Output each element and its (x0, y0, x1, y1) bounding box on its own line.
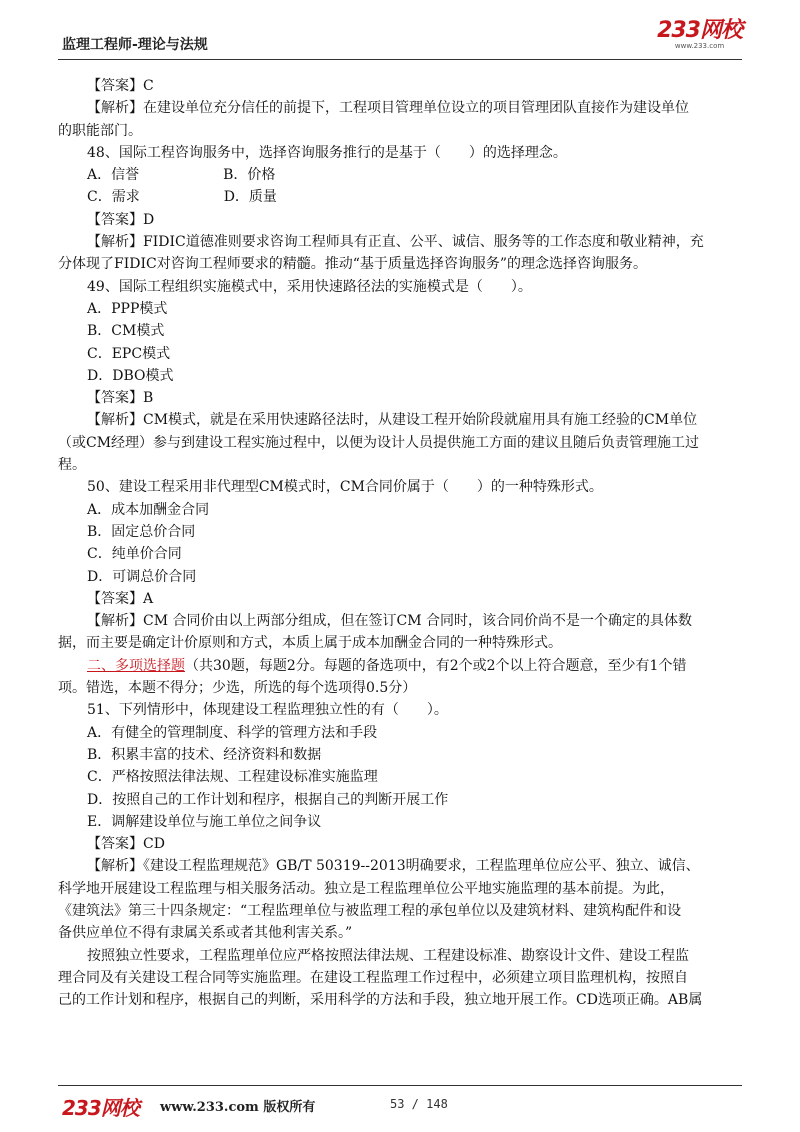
text-line: D．可调总价合同 (87, 568, 197, 585)
text-line: A．信誉 B．价格 (87, 167, 276, 184)
section-description: （共30题，每题2分。每题的备选项中，有2个或2个以上符合题意，至少有1个错 (185, 657, 687, 674)
text-line: C．需求 D．质量 (87, 189, 277, 206)
text-line: 【答案】CD (87, 836, 165, 853)
footer-copyright: www.233.com 版权所有 (160, 1100, 316, 1115)
brand-logo (657, 20, 742, 51)
text-line: 51、下列情形中，体现建设工程监理独立性的有（ ）。 (87, 702, 448, 719)
text-line: C．纯单价合同 (87, 546, 182, 563)
question-block-1 (58, 75, 744, 655)
text-line: 【答案】B (87, 390, 154, 407)
header-divider (58, 59, 742, 60)
text-line: 分体现了FIDIC对咨询工程师要求的精髓。推动“基于质量选择咨询服务”的理念选择咨询服务。 (58, 256, 648, 273)
text-line: 的职能部门。 (58, 122, 142, 139)
footer-logo: 233网校 (62, 1096, 139, 1120)
text-line: 【解析】CM模式，就是在采用快速路径法时，从建设工程开始阶段就雇用具有施工经验的CM单位 (87, 412, 698, 429)
text-line: 理合同及有关建设工程合同等实施监理。在建设工程监理工作过程中，必须建立项目监理机构，按照自 (58, 969, 688, 986)
text-line: A．有健全的管理制度、科学的管理方法和手段 (87, 724, 378, 741)
page-header (58, 16, 742, 60)
text-line: 《建筑法》第三十四条规定：“工程监理单位与被监理工程的承包单位以及建筑材料、建筑构配件和设 (58, 902, 682, 919)
page-footer (58, 1092, 742, 1118)
text-line: A．PPP模式 (87, 300, 168, 317)
page-body (58, 75, 744, 1011)
text-line: 备供应单位不得有隶属关系或者其他利害关系。” (58, 925, 353, 942)
text-line: 【解析】FIDIC道德准则要求咨询工程师具有正直、公平、诚信、服务等的工作态度和敬业精神，充 (87, 234, 704, 251)
text-line: B．CM模式 (87, 323, 165, 340)
text-line: 程。 (58, 457, 86, 474)
brand-logo-text: 233网校 (657, 18, 742, 43)
text-line: 按照独立性要求，工程监理单位应严格按照法律法规、工程建设标准、勘察设计文件、建设工程监 (87, 947, 689, 964)
question-block-2 (58, 699, 744, 1011)
text-line: （或CM经理）参与到建设工程实施过程中，以便为设计人员提供施工方面的建议且随后负责管理施工过 (58, 434, 700, 451)
text-line: 【解析】《建设工程监理规范》GB/T 50319--2013明确要求，工程监理单位应公平、独立、诚信、 (87, 858, 700, 875)
text-line: B．积累丰富的技术、经济资料和数据 (87, 746, 322, 763)
text-line: A．成本加酬金合同 (87, 501, 210, 518)
text-line: 49、国际工程组织实施模式中，采用快速路径法的实施模式是（ ）。 (87, 278, 532, 295)
section-description-cont: 项。错选，本题不得分；少选，所选的每个选项得0.5分） (58, 680, 417, 697)
text-line: B．固定总价合同 (87, 523, 196, 540)
section-heading: 二、多项选择题 (87, 657, 185, 674)
text-line: 48、国际工程咨询服务中，选择咨询服务推行的是基于（ ）的选择理念。 (87, 144, 567, 161)
text-line: 【解析】CM 合同价由以上两部分组成，但在签订CM 合同时，该合同价尚不是一个确定的具体数 (87, 613, 692, 630)
text-line: 己的工作计划和程序，根据自己的判断，采用科学的方法和手段，独立地开展工作。CD选项正确。AB属 (58, 992, 703, 1009)
section-heading-line (58, 655, 744, 677)
document-title: 监理工程师-理论与法规 (62, 37, 208, 53)
text-line: 【答案】A (87, 590, 154, 607)
text-line: 【答案】C (87, 78, 154, 94)
text-line: 据，而主要是确定计价原则和方式，本质上属于成本加酬金合同的一种特殊形式。 (58, 635, 562, 652)
footer-divider (58, 1085, 742, 1086)
text-line: E．调解建设单位与施工单位之间争议 (87, 813, 322, 830)
page-number: 53 / 148 (390, 1097, 448, 1111)
text-line: 【解析】在建设单位充分信任的前提下，工程项目管理单位设立的项目管理团队直接作为建设单位 (87, 100, 689, 117)
text-line: 科学地开展建设工程监理与相关服务活动。独立是工程监理单位公平地实施监理的基本前提。为此， (58, 880, 674, 897)
brand-logo-url: www.233.com (674, 42, 725, 50)
text-line: C．EPC模式 (87, 345, 171, 362)
text-line: C．严格按照法律法规、工程建设标准实施监理 (87, 769, 378, 786)
text-line: D．按照自己的工作计划和程序，根据自己的判断开展工作 (87, 791, 449, 808)
text-line: 【答案】D (87, 211, 155, 228)
text-line: D．DBO模式 (87, 367, 174, 384)
text-line: 50、建设工程采用非代理型CM模式时，CM合同价属于（ ）的一种特殊形式。 (87, 479, 603, 496)
